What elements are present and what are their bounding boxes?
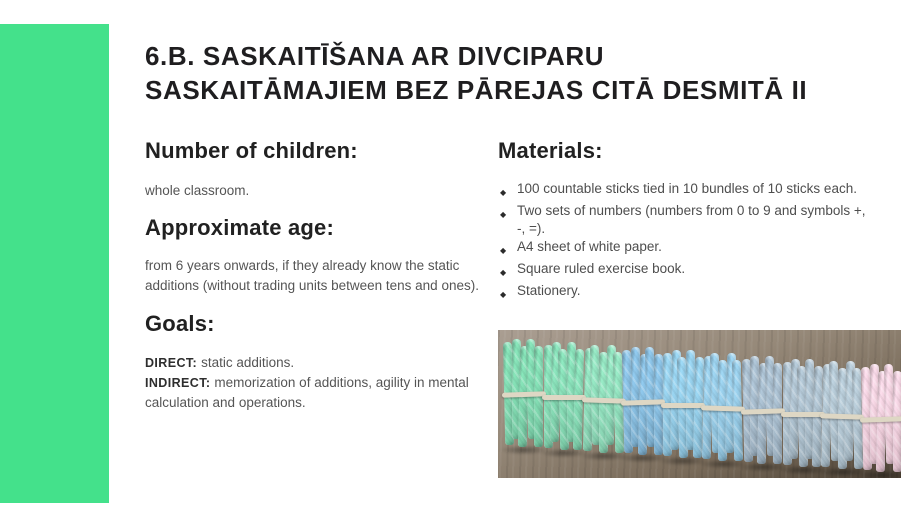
left-column — [145, 138, 497, 412]
materials-item: ◆ A4 sheet of white paper. — [498, 238, 868, 260]
goal-direct — [145, 353, 497, 373]
rubber-band — [542, 395, 586, 400]
diamond-bullet-icon: ◆ — [500, 290, 507, 299]
heading-materials: Materials: — [498, 138, 603, 163]
approximate-age-text: from 6 years onwards, if they already know the static additions (without trading units between tens and ones). — [145, 258, 479, 293]
materials-list — [498, 180, 868, 304]
sticks-photo — [498, 330, 901, 478]
stick-bundle — [584, 344, 624, 456]
heading-number-of-children: Number of children: — [145, 138, 358, 163]
rubber-band — [661, 403, 705, 408]
diamond-bullet-icon: ◆ — [500, 268, 507, 277]
page-title-line-2: SASKAITĀMAJIEM BEZ PĀREJAS CITĀ DESMITĀ II — [145, 75, 808, 106]
stick-bundle — [783, 358, 823, 470]
materials-item: ◆ Stationery. — [498, 282, 868, 304]
diamond-bullet-icon: ◆ — [500, 246, 507, 255]
right-column — [498, 138, 883, 304]
page-title — [145, 39, 901, 107]
materials-item: ◆ Two sets of numbers (numbers from 0 to 9 and symbols +, -, =). — [500, 203, 866, 236]
goal-direct-label: DIRECT: — [145, 356, 198, 370]
stick-bundle — [663, 349, 703, 461]
goal-indirect-label: INDIRECT: — [145, 376, 211, 390]
rubber-band — [781, 412, 825, 417]
diamond-bullet-icon: ◆ — [500, 210, 507, 219]
stick-bundle — [743, 355, 783, 467]
stick-bundle — [862, 363, 901, 475]
rubber-band — [582, 397, 626, 404]
stick-bundle — [504, 338, 544, 450]
goal-indirect — [145, 373, 497, 412]
stick-bundle — [822, 360, 862, 472]
diamond-bullet-icon: ◆ — [500, 188, 507, 197]
heading-goals: Goals: — [145, 311, 215, 336]
stick-bundle — [703, 352, 743, 464]
materials-item: ◆ 100 countable sticks tied in 10 bundles of 10 sticks each. — [498, 180, 868, 202]
goal-direct-text: static additions. — [201, 355, 295, 370]
materials-item: ◆ Square ruled exercise book. — [498, 260, 868, 282]
stick-bundle — [623, 346, 663, 458]
heading-approximate-age: Approximate age: — [145, 215, 335, 240]
paper-stick — [893, 371, 901, 472]
green-accent-bar — [0, 24, 109, 503]
goal-indirect-text: memorization of additions, agility in mental calculation and operations. — [145, 375, 469, 410]
page-title-line-1: 6.B. SASKAITĪŠANA AR DIVCIPARU — [145, 41, 605, 72]
number-of-children-text: whole classroom. — [145, 183, 250, 198]
stick-bundle — [544, 341, 584, 453]
